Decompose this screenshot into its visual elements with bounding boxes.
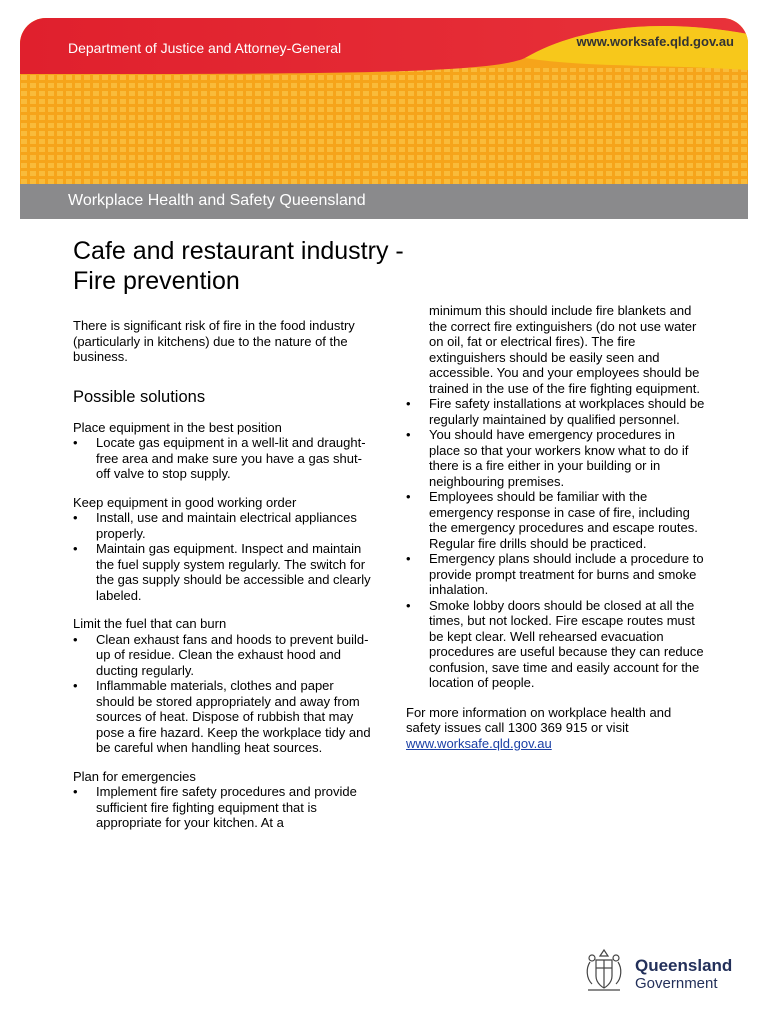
queensland-government-logo (578, 946, 748, 998)
bullet-item: • Emergency plans should include a procedure to provide prompt treatment for burns and smoke inhalation. (406, 551, 706, 598)
section-heading: Possible solutions (73, 387, 206, 406)
page-title (73, 236, 473, 296)
group-label-maintenance: Keep equipment in good working order (73, 494, 297, 510)
title-line-2: Fire prevention (73, 267, 240, 295)
title-line-1: Cafe and restaurant industry - (73, 237, 404, 265)
bullet-continuation: minimum this should include fire blankets and the correct fire extinguishers (do not use water on oil, fat or electrical fires). The fire extinguishers should be easily seen and accessible. You and your employees should be trained in the use of the fire fighting equipment. (429, 303, 701, 396)
right-column (406, 303, 706, 751)
bullet-list (73, 632, 373, 756)
bullet-item: • Implement fire safety procedures and provide sufficient fire fighting equipment that is appropriate for your kitchen. At a (73, 784, 373, 831)
bullet-list (406, 396, 706, 691)
left-column (73, 303, 373, 831)
bullet-item: • Locate gas equipment in a well-lit and draught-free area and make sure you have a gas shut-off valve to stop supply. (73, 435, 373, 482)
bullet-list (73, 435, 373, 482)
header-banner (20, 18, 748, 184)
coat-of-arms-icon (578, 946, 630, 998)
intro-paragraph: There is significant risk of fire in the food industry (particularly in kitchens) due to the nature of the business. (73, 318, 355, 364)
bullet-list (73, 784, 373, 831)
footer-logo-sub: Government (635, 975, 718, 992)
more-info-paragraph (406, 705, 706, 752)
website-url[interactable]: www.worksafe.qld.gov.au (576, 34, 734, 49)
group-label-emergencies: Plan for emergencies (73, 768, 196, 784)
website-link[interactable]: www.worksafe.qld.gov.au (406, 735, 552, 751)
agency-band (20, 184, 748, 219)
bullet-item: • Employees should be familiar with the emergency response in case of fire, including the emergency procedures and escape routes. Regular fire drills should be practiced. (406, 489, 706, 551)
agency-name: Workplace Health and Safety Queensland (68, 192, 366, 209)
group-label-position: Place equipment in the best position (73, 419, 282, 435)
group-label-fuel: Limit the fuel that can burn (73, 616, 227, 631)
bullet-item: • Clean exhaust fans and hoods to prevent build-up of residue. Clean the exhaust hood and ducting regularly. (73, 632, 373, 679)
bullet-item: • Smoke lobby doors should be closed at all the times, but not locked. Fire escape routes must be kept clear. Well rehearsed evacuation procedures are useful because they can reduce confusion, save time and easily account for the location of people. (406, 598, 706, 691)
bullet-item: • You should have emergency procedures in place so that your workers know what to do if there is a fire either in your building or in neighbouring premises. (406, 427, 706, 489)
bullet-item: • Maintain gas equipment. Inspect and maintain the fuel supply system regularly. The switch for the gas supply should be accessible and clearly labeled. (73, 541, 373, 603)
department-name: Department of Justice and Attorney-General (68, 40, 342, 56)
more-info-text: For more information on workplace health and safety issues call 1300 369 915 or visit (406, 704, 672, 735)
bullet-item: • Install, use and maintain electrical appliances properly. (73, 510, 373, 541)
bullet-item: • Fire safety installations at workplaces should be regularly maintained by qualified personnel. (406, 396, 706, 427)
bullet-item: • Inflammable materials, clothes and paper should be stored appropriately and away from sources of heat. Dispose of rubbish that may pose a fire hazard. Keep the workplace tidy and be careful when handling heat sources. (73, 678, 373, 756)
bullet-list (73, 510, 373, 603)
footer-logo-name: Queensland (635, 956, 733, 975)
